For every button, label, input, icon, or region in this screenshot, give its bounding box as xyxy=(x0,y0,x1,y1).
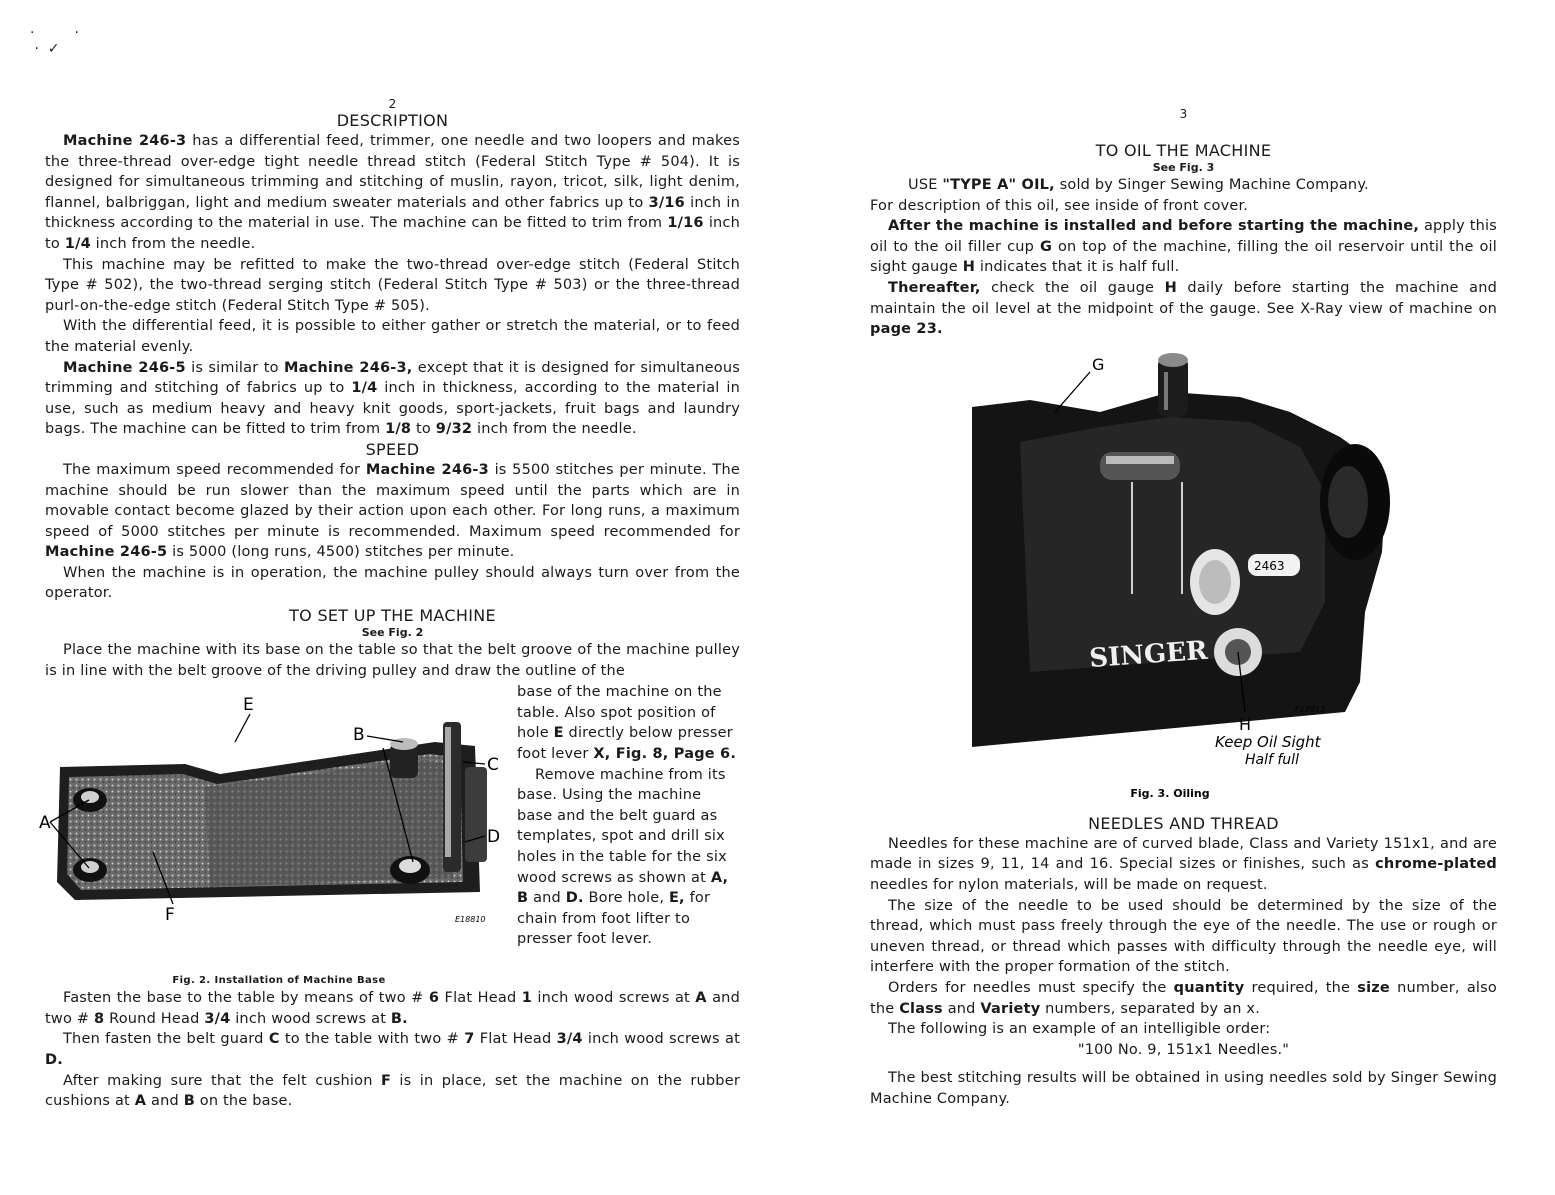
paragraph-pulley: When the machine is in operation, the machine pulley should always turn over from the operator. xyxy=(45,564,740,602)
paragraph-differential-feed: With the differential feed, it is possible to either gather or stretch the material, or to feed the material evenly. xyxy=(45,318,740,355)
paragraph-description-246-5: Machine 246-5 is similar to Machine 246-3, except that it is designed for simultaneous trimming and stitching of fabrics up to 1/4 inch in thickness, according to the material in use, such as medium heavy and heavy knit goods, sport-jackets, fruit bags and laundry bags. The machine can be fitted to trim from 1/8 to 9/32 inch from the needle. xyxy=(45,359,740,438)
paragraph-speed: The maximum speed recommended for Machine 246-3 is 5500 stitches per minute. The machine should be run slower than the maximum speed until the parts which are in movable contact become glazed by their action upon each other. For long runs, a maximum speed of 5000 stitches per minute is recommended. Maximum speed recommended for Machine 246-5 is 5000 (long runs, 4500) stitches per minute. xyxy=(45,461,740,561)
paragraph-order-example: "100 No. 9, 151x1 Needles." xyxy=(1077,1041,1290,1058)
setup-heading: TO SET UP THE MACHINE xyxy=(289,606,496,626)
paragraph-oil-description: For description of this oil, see inside of front cover. xyxy=(870,197,1249,214)
figure-2-side-text xyxy=(513,682,740,950)
paragraph-order-example-intro: The following is an example of an intelligible order: xyxy=(888,1021,1271,1038)
needles-heading: NEEDLES AND THREAD xyxy=(1088,813,1279,833)
fig3-label-h: H xyxy=(1239,714,1252,734)
fig2-label-c: C xyxy=(487,755,499,776)
paragraph-best-results: The best stitching results will be obtained in using needles sold by Singer Sewing Machine Company. xyxy=(870,1070,1497,1107)
fig3-code: F17913 xyxy=(1295,704,1326,714)
paragraph-remove-machine: Remove machine from its base. Using the machine base and the belt guard as templates, spot and drill six holes in the table for the six wood screws as shown at A, B and D. Bore hole, E, for chain from foot lifter to presser foot lever. xyxy=(517,766,729,948)
paragraph-place-machine: Place the machine with its base on the table so that the belt groove of the machine pulley is in line with the belt groove of the driving pulley and draw the outline of the xyxy=(45,642,740,679)
paragraph-refit: This machine may be refitted to make the two-thread over-edge stitch (Federal Stitch Type # 502), the two-thread serging stitch (Federal Stitch Type # 503) or the three-thread purl-on-the-edge stitch (Federal Stitch Type # 505). xyxy=(45,256,740,314)
speed-heading: SPEED xyxy=(365,439,420,459)
fig2-code: E18810 xyxy=(455,915,486,925)
oil-heading: TO OIL THE MACHINE xyxy=(1095,141,1272,160)
fig3-caption: Fig. 3. Oiling xyxy=(1130,786,1210,800)
paragraph-felt-cushion: After making sure that the felt cushion F is in place, set the machine on the rubber cushions at A and B on the base. xyxy=(45,1072,740,1110)
left-page xyxy=(0,0,770,1195)
fig3-brand: SINGER xyxy=(1088,635,1209,674)
paragraph-needle-size-thread: The size of the needle to be used should be determined by the size of the thread, which must pass freely through the eye of the needle. The use or rough or uneven thread, or thread which passes with difficulty through the needle eye, will interfere with the proper formation of the stitch. xyxy=(870,897,1497,976)
fig2-caption: Fig. 2. Installation of Machine Base xyxy=(172,975,386,987)
paragraph-apply-oil: After the machine is installed and before starting the machine, apply this oil to the oil filler cup G on top of the machine, filling the oil reservoir until the oil sight gauge H indicates that it is half full. xyxy=(870,218,1498,276)
fig2-label-f: F xyxy=(165,905,175,926)
singer-machine-photo xyxy=(870,352,1470,802)
paragraph-needles-sizes: Needles for these machine are of curved blade, Class and Variety 151x1, and are made in sizes 9, 11, 14 and 16. Special sizes or finishes, such as chrome-plated needles for nylon materials, will be made on request. xyxy=(870,835,1497,893)
scan-specks: · · · ✓ xyxy=(30,25,79,57)
right-page xyxy=(790,0,1555,1195)
figure-2 xyxy=(39,682,513,988)
oil-see-fig: See Fig. 3 xyxy=(1152,161,1215,174)
fig3-note-line1: Keep Oil Sight xyxy=(1215,732,1321,751)
fig3-model: 2463 xyxy=(1254,558,1285,573)
paragraph-fasten-base: Fasten the base to the table by means of two # 6 Flat Head 1 inch wood screws at A and two # 8 Round Head 3/4 inch wood screws at B. xyxy=(45,990,740,1027)
paragraph-orders: Orders for needles must specify the quantity required, the size number, also the Class and Variety numbers, separated by an x. xyxy=(870,979,1497,1017)
fig3-label-g: G xyxy=(1092,354,1105,374)
fig2-label-e: E xyxy=(243,695,254,716)
paragraph-belt-guard: Then fasten the belt guard C to the table with two # 7 Flat Head 3/4 inch wood screws at D. xyxy=(45,1031,740,1069)
fig2-label-a: A xyxy=(39,813,51,834)
paragraph-use-oil: USE "TYPE A" OIL, sold by Singer Sewing Machine Company. xyxy=(908,177,1369,193)
figure-3 xyxy=(870,352,1497,802)
figure-2-wrap xyxy=(39,682,740,988)
paragraph-check-gauge: Thereafter, check the oil gauge H daily before starting the machine and maintain the oil level at the midpoint of the gauge. See X-Ray view of machine on page 23. xyxy=(870,279,1497,338)
setup-see-fig: See Fig. 2 xyxy=(361,626,424,640)
machine-base-illustration xyxy=(39,682,513,974)
description-heading: DESCRIPTION xyxy=(336,111,449,130)
fig3-note-line2: Half full xyxy=(1245,751,1299,768)
fig2-label-b: B xyxy=(353,725,365,746)
page-number-left: 2 xyxy=(388,97,397,111)
fig2-label-d: D xyxy=(487,827,501,848)
paragraph-description-246-3: Machine 246-3 has a differential feed, trimmer, one needle and two loopers and makes the three-thread over-edge tight needle thread stitch (Federal Stitch Type # 504). It is designed for simultaneous trimming and stitching of muslin, rayon, tricot, silk, light denim, flannel, balbriggan, light and medium sweater materials and other fabrics up to 3/16 inch in thickness according to the material in use. The machine can be fitted to trim from 1/16 inch to 1/4 inch from the needle. xyxy=(45,133,740,252)
page-number-right: 3 xyxy=(1179,107,1188,121)
paragraph-spot-hole: base of the machine on the table. Also spot position of hole E directly below presser foot lever X, Fig. 8, Page 6. xyxy=(517,684,737,763)
